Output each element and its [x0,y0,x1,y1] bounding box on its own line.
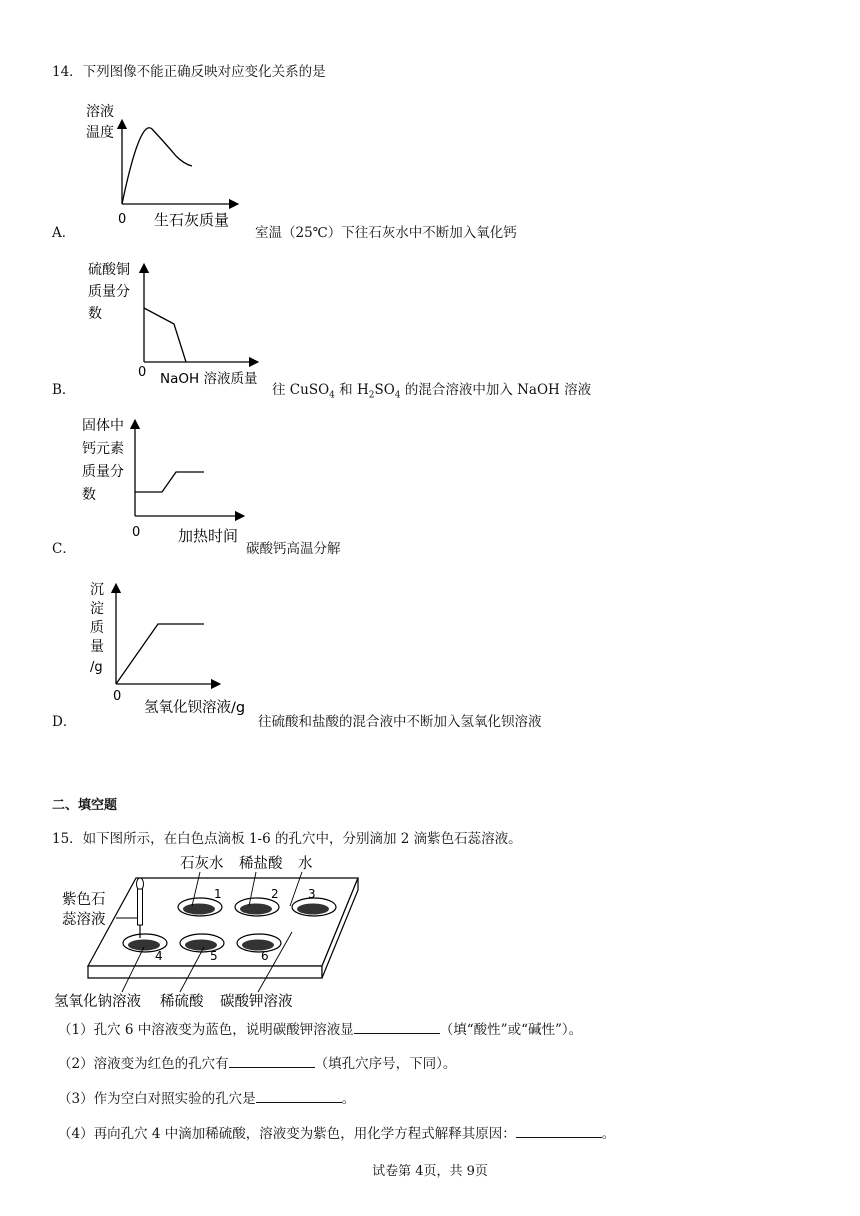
label-litmus-2: 蕊溶液 [62,912,106,928]
answer-blank-3[interactable] [256,1090,342,1103]
graph-b-ylabel-2: 质量分 [88,284,130,300]
option-a-letter: A． [52,225,76,241]
well-number-5: 5 [210,949,218,963]
graph-d-origin: 0 [113,689,122,704]
label-limewater: 石灰水 [180,856,224,872]
graph-d-line [116,624,204,684]
option-d-desc: 往硫酸和盐酸的混合液中不断加入氢氧化钡溶液 [258,714,542,730]
question-15-stem: 15．如下图所示，在白色点滴板 1-6 的孔穴中，分别滴加 2 滴紫色石蕊溶液。 [52,831,522,847]
section-title: 二、填空题 [52,798,118,813]
graph-a-ylabel-2: 温度 [86,125,114,141]
graph-d-ylabel-4: 量 [90,639,104,655]
sub-question-1: （1）孔穴 6 中溶液变为蓝色，说明碳酸钾溶液显 （填“酸性”或“碱性”）。 [58,1022,583,1038]
graph-d-xlabel: 氢氧化钡溶液/g [144,700,246,716]
option-d-letter: D． [52,714,77,730]
sub-question-4: （4）再向孔穴 4 中滴加稀硫酸，溶液变为紫色，用化学方程式解释其原因： 。 [58,1126,616,1142]
graph-d-ylabel-3: 质 [90,620,104,636]
graph-c-ylabel-1: 固体中 [82,418,124,434]
label-dilute-h2so4: 稀硫酸 [160,994,204,1010]
label-water: 水 [298,856,313,872]
label-naoh: 氢氧化钠溶液 [54,994,141,1010]
page-footer: 试卷第 4页，共 9页 [372,1164,488,1179]
graph-d-ylabel-2: 淀 [90,601,104,617]
sub-question-3: （3）作为空白对照实验的孔穴是 。 [58,1091,356,1107]
graph-c-ylabel-2: 钙元素 [82,441,124,457]
graph-a [80,96,255,234]
well-number-6: 6 [261,949,269,963]
well-number-2: 2 [271,887,279,901]
option-c-desc: 碳酸钙高温分解 [246,541,341,557]
answer-blank-2[interactable] [229,1055,315,1068]
question-14-stem: 14．下列图像不能正确反映对应变化关系的是 [52,64,326,80]
graph-a-ylabel-1: 溶液 [86,104,114,120]
graph-b-line [144,308,186,362]
well-number-1: 1 [214,887,222,901]
graph-a-xlabel: 生石灰质量 [154,211,230,229]
graph-c-ylabel-3: 质量分 [82,464,124,480]
well-6 [237,934,281,952]
graph-a-origin: 0 [118,212,127,227]
option-c-letter: C． [52,541,76,557]
well-number-3: 3 [308,887,316,901]
option-b-letter: B． [52,382,76,398]
label-litmus-1: 紫色石 [62,892,106,908]
sub-question-2: （2）溶液变为红色的孔穴有 （填孔穴序号，下同）。 [58,1056,457,1072]
option-a-desc: 室温（25℃）下往石灰水中不断加入氧化钙 [255,225,517,241]
graph-d [80,578,258,718]
plate-front [88,966,322,978]
graph-c-line [135,472,204,492]
graph-b-ylabel-3: 数 [88,306,102,322]
label-dilute-hcl: 稀盐酸 [239,856,283,872]
graph-d-ylabel-5: /g [90,660,103,675]
graph-b-ylabel-1: 硫酸铜 [88,262,130,278]
graph-c-ylabel-4: 数 [82,487,96,503]
graph-c-origin: 0 [132,525,141,540]
graph-d-ylabel-1: 沉 [90,582,104,598]
spot-plate-figure [52,852,372,1010]
graph-b-origin: 0 [138,365,147,380]
plate-top [88,878,358,966]
label-k2co3: 碳酸钾溶液 [220,994,293,1010]
graph-b-xlabel: NaOH 溶液质量 [160,371,258,387]
graph-b [80,254,280,392]
option-b-desc: 往 CuSO$_4$ 和 $H_2SO_4$ 的混合溶液中加入 NaOH 溶液 [272,382,592,401]
graph-c [80,410,255,550]
graph-a-curve [122,128,192,204]
graph-c-xlabel: 加热时间 [178,527,239,545]
answer-blank-1[interactable] [354,1021,440,1034]
answer-blank-4[interactable] [516,1125,602,1138]
well-number-4: 4 [155,949,163,963]
